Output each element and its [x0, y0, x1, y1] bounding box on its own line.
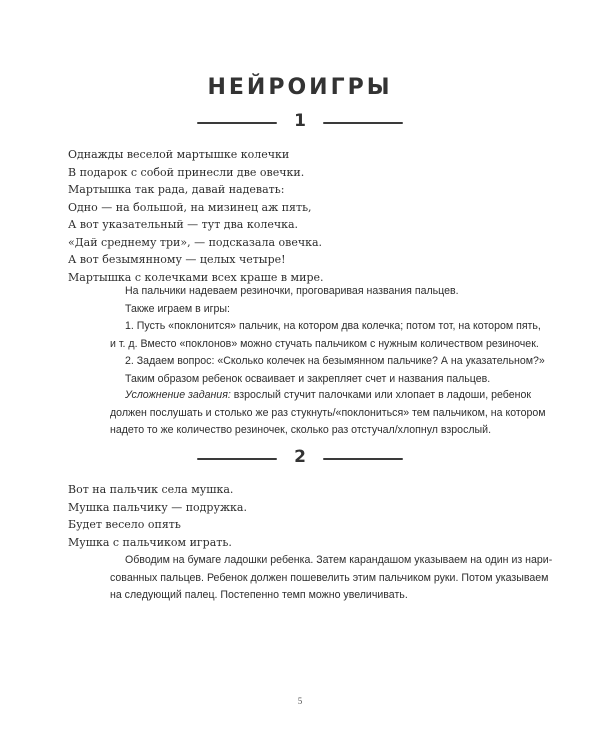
instruction-line: 1. Пусть «поклонится» пальчик, на котором два колечка; потом тот, на котором пять, — [125, 320, 541, 332]
complication-text: взрослый стучит палочками или хлопает в ладоши, ребенок — [230, 389, 531, 401]
section-number-2: 2 — [294, 447, 306, 467]
section-divider-2 — [0, 449, 600, 469]
poem-line: Одно — на большой, на мизинец аж пять, — [68, 200, 312, 214]
poem-1 — [68, 146, 324, 286]
poem-line: А вот указательный — тут два колечка. — [68, 218, 299, 231]
complication-paragraph — [110, 387, 546, 440]
section-divider-1 — [0, 113, 600, 133]
poem-line: Мартышка с колечками всех краше в мире. — [68, 270, 324, 284]
poem-line: Будет весело опять — [68, 518, 181, 531]
instruction-line: на следующий палец. Постепенно темп можно увеличивать. — [110, 589, 408, 601]
instruction-line: На пальчики надеваем резиночки, проговаривая названия пальцев. — [125, 285, 459, 297]
poem-2 — [68, 481, 247, 551]
instruction-line: Также играем в игры: — [125, 302, 230, 315]
instruction-line: Таким образом ребенок осваивает и закрепляет счет и названия пальцев. — [125, 372, 491, 385]
instruction-line: сованных пальцев. Ребенок должен пошевелить этим пальчиком руки. Потом указываем — [110, 571, 549, 584]
poem-line: Мушка пальчику — подружка. — [68, 500, 247, 514]
instruction-line: и т. д. Вместо «поклонов» можно стучать пальчиком с нужным количеством резиночек. — [110, 337, 539, 350]
poem-line: Однажды веселой мартышке колечки — [68, 148, 290, 161]
poem-line: Мушка с пальчиком играть. — [68, 535, 232, 549]
poem-line: «Дай среднему три», — подсказала овечка. — [68, 235, 323, 249]
divider-line-left — [197, 122, 277, 124]
instruction-line: 2. Задаем вопрос: «Сколько колечек на безымянном пальчике? А на указательном?» — [125, 355, 545, 367]
poem-line: Мартышка так рада, давай надевать: — [68, 183, 285, 196]
complication-line: должен послушать и столько же раз стукнуть/«поклониться» тем пальчиком, на котором — [110, 406, 546, 419]
instruction-line: Обводим на бумаге ладошки ребенка. Затем карандашом указываем на один из нари- — [125, 554, 553, 566]
complication-first-line — [110, 387, 546, 405]
instructions-1 — [110, 283, 545, 388]
instructions-2 — [110, 552, 552, 605]
complication-line: надето то же количество резиночек, сколько раз отстучал/хлопнул взрослый. — [110, 424, 492, 436]
complication-label: Усложнение задания: — [125, 389, 231, 401]
poem-line: В подарок с собой принесли две овечки. — [68, 165, 305, 179]
section-number-1: 1 — [294, 111, 306, 131]
poem-line: А вот безымянному — целых четыре! — [68, 253, 286, 266]
page-title: НЕЙРОИГРЫ — [207, 75, 393, 100]
page-number: 5 — [297, 696, 303, 706]
poem-line: Вот на пальчик села мушка. — [68, 483, 234, 496]
divider-line-right — [323, 122, 403, 124]
divider-line-left — [197, 458, 277, 460]
divider-line-right — [323, 458, 403, 460]
